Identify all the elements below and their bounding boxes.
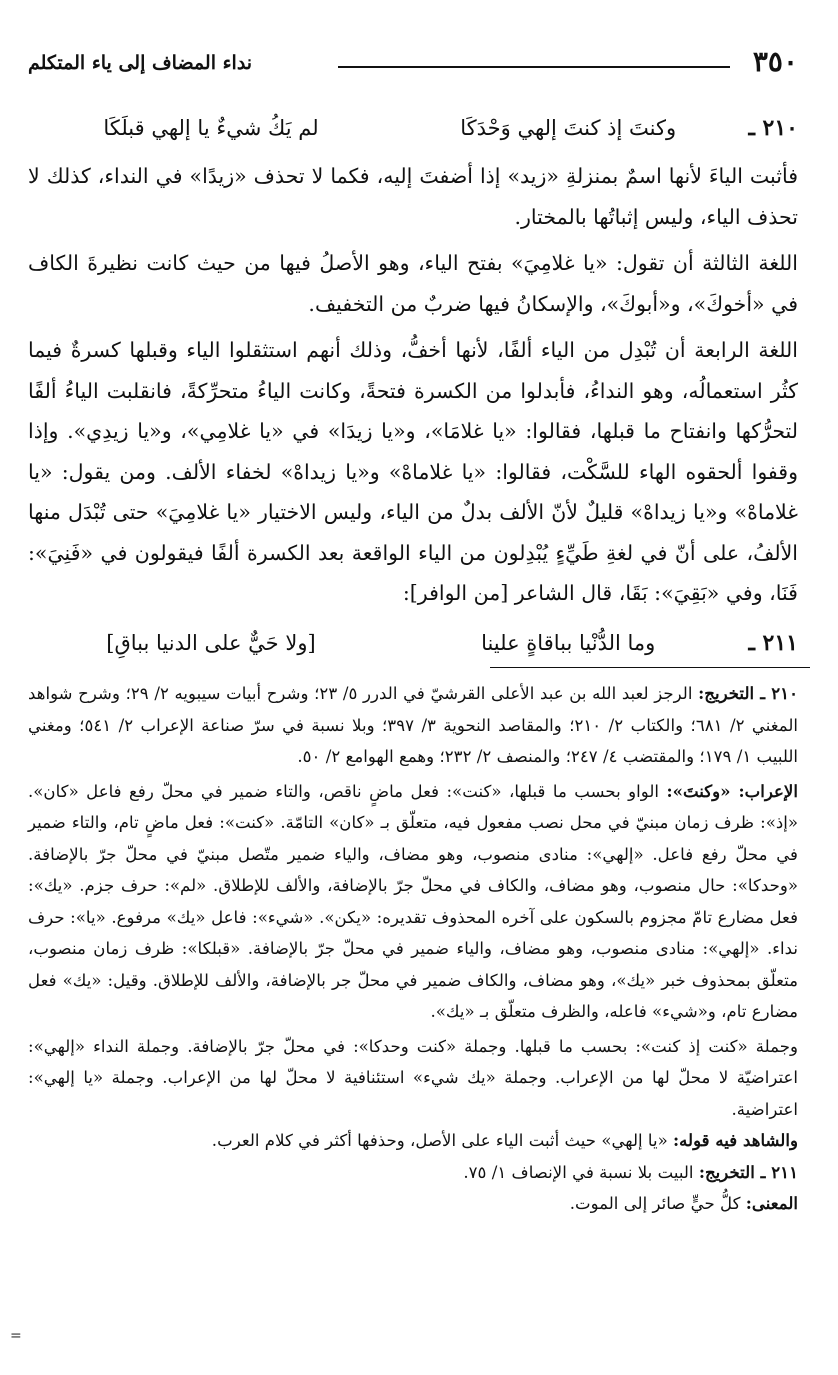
footnote-text: البيت بلا نسبة في الإنصاف ١/ ٧٥. [463,1162,699,1182]
footnote-text: «يا إلهي» حيث أثبت الياء على الأصل، وحذفها أكثر في كلام العرب. [211,1131,674,1150]
running-title: نداء المضاف إلى ياء المتكلم [28,52,253,74]
verse-first-hemistich: وكنتَ إذ كنتَ إلهي وَحْدَكَا [460,115,677,140]
page-header [28,45,798,81]
footnote-separator [490,667,810,668]
footnote-sentences [28,1031,798,1126]
footnote-meaning [28,1188,798,1220]
verse-211 [28,620,798,668]
footnote-takhrij-211 [28,1157,798,1189]
footnote-label: ٢١١ ـ التخريج: [698,1161,798,1182]
paragraph: فأثبت الياءَ لأنها اسمٌ بمنزلةِ «زيد» إذا أضفتَ إليه، فكما لا تحذف «زيدًا» في النداء، كذلك لا تحذف الياء، وليس إثباتُها بالمختار. [28,164,798,229]
verse-210 [28,104,798,152]
footnote-text: الواو بحسب ما قبلها، «كنت»: فعل ماضٍ ناقص، والتاء ضمير في محلّ رفع فاعل «كان». «إذ»: ظرف زمان مبنيّ في محل نصب مفعول فيه، متعلّق بـ «كان» التامّة. «كنت»: فعل ماضٍ تام، والتاء ضمير في محلّ رفع فاعل. «إلهي»: منادى منصوب، وهو مضاف، والياء ضمير متّصل مبنيّ في محلّ جرّ بالإضافة. «وحدكا»: حال منصوب، وهو مضاف، والكاف في محلّ جرّ بالإضافة، والألف للإطلاق. «لم»: حرف جزم. «يك»: فعل مضارع تامّ مجزوم بالسكون على آخره المحذوف تقديره: «يكن». «شيء»: فاعل «يك» مرفوع. «يا»: حرف نداء. «إلهي»: منادى منصوب، وهو مضاف، والياء ضمير في محلّ جرّ بالإضافة. «قبلكا»: ظرف زمان منصوب، متعلّق بمحذوف خبر «يك»، وهو مضاف، والكاف ضمير في محلّ جر بالإضافة، والألف للإطلاق. وقيل: «يك» فعل مضارع تام، و«شيء» فاعله، والظرف متعلّق بـ «يك». [28,781,798,1021]
verse-number: ٢١١ ـ [748,630,798,657]
paragraph: اللغة الثالثة أن تقول: «يا غلامِيَ» بفتح الياء، وهو الأصلُ فيها من حيث كانت نظيرةَ الكاف في «أخوكَ»، و«أبوكَ»، والإسكانُ فيها ضربٌ من التخفيف. [28,251,798,316]
paragraph: اللغة الرابعة أن تُبْدِل من الياء ألفًا، لأنها أخفُّ، وذلك أنهم استثقلوا الياء وقبلها كسرةٌ فيما كثُر استعمالُه، وهو النداءُ، فأبدلوا من الكسرة فتحةً، وكانت الياءُ متحرِّكةً، فانقلبت الياءُ ألفًا لتحرُّكها وانفتاح ما قبلها، فقالوا: «يا غلامَا»، و«يا زيدَا» في «يا غلامِي»، و«يا زيدِي». وإذا وقفوا ألحقوه الهاء للسَّكْت، فقالوا: «يا غلاماهْ» و«يا زيداهْ» لخفاء الألف. ومن يقول: «يا غلاماهْ» و«يا زيداهْ» قليلٌ لأنّ الألف بدلٌ من الياء، وليس الاختيار «يا غلامِيَ» حتى تُبْدَل منها الألفُ، على أنّ في لغةِ طَيِّءٍ يُبْدِلون من الياء الواقعة بعد الكسرة ألفًا فيقولون في «فَنِيَ»: فَنَا، وفي «بَقِيَ»: بَقَا، قال الشاعر [من الوافر]: [28,338,798,605]
footnote-label: والشاهد فيه قوله: [673,1130,798,1150]
footnote-shahid [28,1125,798,1157]
footnote-irab [28,776,798,1028]
footnote-label: الإعراب: «وكنتَ»: [666,780,798,801]
footnote-text: كلُّ حيٍّ صائر إلى الموت. [569,1194,746,1213]
verse-second-hemistich: [ولا حَيٌّ على الدنيا بباقِ] [106,631,316,656]
footnote-label: المعنى: [745,1193,798,1213]
header-rule [338,66,730,68]
footnote-label: ٢١٠ ـ التخريج: [698,683,798,703]
page-number: ٣٥٠ [752,45,798,78]
footnote-takhrij-210 [28,678,798,773]
footnotes [28,678,798,1220]
verse-first-hemistich: وما الدُّنْيا بباقاةٍ علينا [481,631,656,656]
edge-mark: = [10,1328,22,1344]
footnote-text: وجملة «كنت إذ كنت»: بحسب ما قبلها. وجملة «كنت وحدكا»: في محلّ جرّ بالإضافة. وجملة النداء «إلهي»: اعتراضيّة لا محلّ لها من الإعراب. وجملة «يك شيء» استئنافية لا محلّ لها من الإعراب. وجملة «يا إلهي»: اعتراضية. [28,1036,798,1119]
footnote-text: الرجز لعبد الله بن عبد الأعلى القرشيّ في الدرر ٥/ ٢٣؛ وشرح أبيات سيبويه ٢/ ٢٩؛ وشرح شواهد المغني ٢/ ٦٨١؛ والكتاب ٢/ ٢١٠؛ والمقاصد النحوية ٣/ ٣٩٧؛ وبلا نسبة في سرّ صناعة الإعراب ٢/ ٥٤١؛ ومغني اللبيب ١/ ١٧٩؛ والمقتضب ٤/ ٢٤٧؛ والمنصف ٢/ ٢٣٢؛ وهمع الهوامع ٢/ ٥٠. [28,684,799,766]
verse-second-hemistich: لم يَكُ شيءٌ يا إلهي قبلَكَا [103,115,319,140]
main-text [28,104,798,672]
verse-number: ٢١٠ ـ [748,114,798,141]
